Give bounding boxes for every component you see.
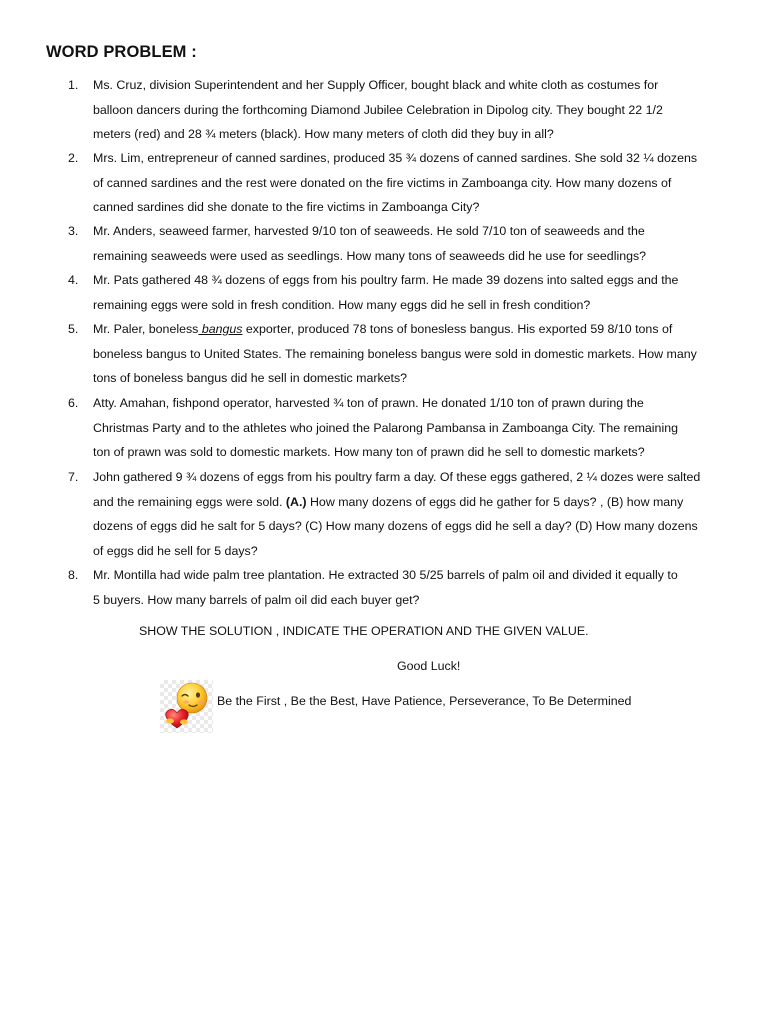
problem-text: [93, 219, 729, 268]
problem-number: 4.: [68, 273, 79, 287]
problem-line: dozens of eggs did he salt for 5 days? (C) How many dozens of eggs did he sell a day? (D) How many dozens: [93, 519, 698, 533]
problem-line: remaining seaweeds were used as seedlings. How many tons of seaweeds did he use for seedlings?: [93, 248, 647, 263]
problem-line: Ms. Cruz, division Superintendent and her Supply Officer, bought black and white cloth as costumes for: [93, 78, 659, 92]
problem-number: 8.: [68, 568, 79, 582]
problem-text: [93, 268, 729, 317]
problem-line: Mr. Anders, seaweed farmer, harvested 9/10 ton of seaweeds. He sold 7/10 ton of seaweeds and the: [93, 224, 645, 238]
problem-line: of eggs did he sell for 5 days?: [93, 543, 258, 558]
problem-text: [93, 146, 729, 220]
problem-line: canned sardines did she donate to the fire victims in Zamboanga City?: [93, 200, 480, 214]
problem-text: [93, 73, 729, 147]
problem-line: [93, 490, 729, 515]
problem-number: 3.: [68, 224, 79, 238]
problem-line: of canned sardines and the rest were donated on the fire victims in Zamboanga city. How many dozens of: [93, 175, 672, 190]
problem-line: remaining eggs were sold in fresh condition. How many eggs did he sell in fresh condition?: [93, 297, 591, 312]
emphasized-word: bangus: [198, 322, 243, 336]
problem-line-segment: How many dozens of eggs did he gather for 5 days? , (B) how many: [306, 494, 684, 509]
problem-line: Christmas Party and to the athletes who joined the Palarong Pambansa in Zamboanga City. The remaining: [93, 420, 678, 435]
problem-line-segment: Mr. Paler, boneless: [93, 322, 199, 336]
problem-text: [93, 391, 729, 465]
problem-line: balloon dancers during the forthcoming Diamond Jubilee Celebration in Dipolog city. They bought 22 1/2: [93, 102, 663, 117]
problem-number: 5.: [68, 322, 79, 336]
problem-text: [93, 317, 729, 391]
page-title: WORD PROBLEM :: [46, 43, 197, 61]
problem-line: tons of boneless bangus did he sell in domestic markets?: [93, 371, 408, 385]
problem-line: John gathered 9 ¾ dozens of eggs from his poultry farm a day. Of these eggs gathered, 2 ¼ dozes were salted: [93, 470, 701, 484]
problem-line-segment: exporter, produced 78 tons of bonesless bangus. His exported 59 8/10 tons of: [242, 322, 673, 336]
bold-label: (A.): [285, 494, 307, 509]
problem-line: 5 buyers. How many barrels of palm oil did each buyer get?: [93, 592, 420, 607]
problem-line: Mr. Pats gathered 48 ¾ dozens of eggs from his poultry farm. He made 39 dozens into salted eggs and the: [93, 273, 679, 287]
good-luck-text: Good Luck!: [397, 659, 461, 673]
problem-number: 2.: [68, 151, 79, 165]
problem-line: ton of prawn was sold to domestic markets. How many ton of prawn did he sell to domestic markets?: [93, 445, 645, 459]
problem-number: 6.: [68, 396, 79, 410]
problem-line: boneless bangus to United States. The remaining boneless bangus were sold in domestic markets. How many: [93, 346, 697, 361]
problem-text: [93, 563, 729, 612]
problem-text: [93, 465, 729, 563]
problem-line: Mr. Montilla had wide palm tree plantation. He extracted 30 5/25 barrels of palm oil and divided it equally to: [93, 568, 678, 582]
problem-number: 1.: [68, 78, 79, 92]
problem-line: [93, 317, 729, 342]
motto-text: Be the First , Be the Best, Have Patience, Perseverance, To Be Determined: [217, 694, 632, 708]
problem-line: Mrs. Lim, entrepreneur of canned sardines, produced 35 ¾ dozens of canned sardines. She sold 32 ¼ dozens: [93, 151, 698, 165]
instruction-text: SHOW THE SOLUTION , INDICATE THE OPERATION AND THE GIVEN VALUE.: [139, 624, 589, 638]
problem-line: meters (red) and 28 ¾ meters (black). How many meters of cloth did they buy in all?: [93, 127, 554, 141]
problem-number: 7.: [68, 470, 79, 484]
problem-line-segment: and the remaining eggs were sold.: [93, 494, 286, 509]
winking-emoji-with-heart-icon: [160, 680, 213, 733]
problem-line: Atty. Amahan, fishpond operator, harvested ¾ ton of prawn. He donated 1/10 ton of prawn during the: [93, 396, 644, 410]
